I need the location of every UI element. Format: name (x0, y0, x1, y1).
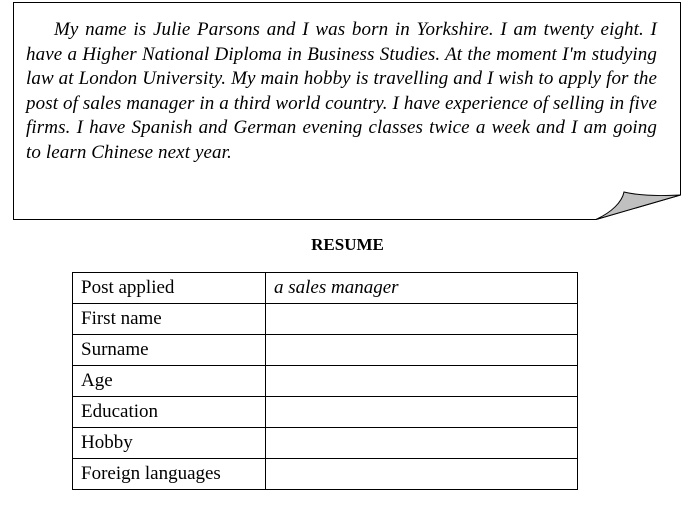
row-label-hobby: Hobby (73, 428, 266, 459)
resume-table (72, 272, 578, 490)
row-value-age[interactable] (266, 366, 578, 397)
row-value-foreign-languages[interactable] (266, 459, 578, 490)
row-label-education: Education (73, 397, 266, 428)
table-row (73, 273, 578, 304)
row-value-post-applied[interactable]: a sales manager (266, 273, 578, 304)
row-value-education[interactable] (266, 397, 578, 428)
table-row (73, 459, 578, 490)
note-card (0, 0, 685, 225)
row-value-surname[interactable] (266, 335, 578, 366)
resume-title: RESUME (311, 235, 384, 254)
row-label-first-name: First name (73, 304, 266, 335)
row-value-first-name[interactable] (266, 304, 578, 335)
row-label-post-applied: Post applied (73, 273, 266, 304)
note-text: My name is Julie Parsons and I was born in Yorkshire. I am twenty eight. I have a Higher National Diploma in Business Studies. At the moment I'm studying law at London University. My main hobby is travelling and I wish to apply for the post of sales manager in a third world country. I have experience of selling in five firms. I have Spanish and German evening classes twice a week and I am going to learn Chinese next year. (26, 19, 657, 163)
table-row (73, 366, 578, 397)
row-label-age: Age (73, 366, 266, 397)
table-row (73, 335, 578, 366)
row-label-surname: Surname (73, 335, 266, 366)
table-row (73, 397, 578, 428)
table-row (73, 304, 578, 335)
row-value-hobby[interactable] (266, 428, 578, 459)
table-row (73, 428, 578, 459)
row-label-foreign-languages: Foreign languages (73, 459, 266, 490)
